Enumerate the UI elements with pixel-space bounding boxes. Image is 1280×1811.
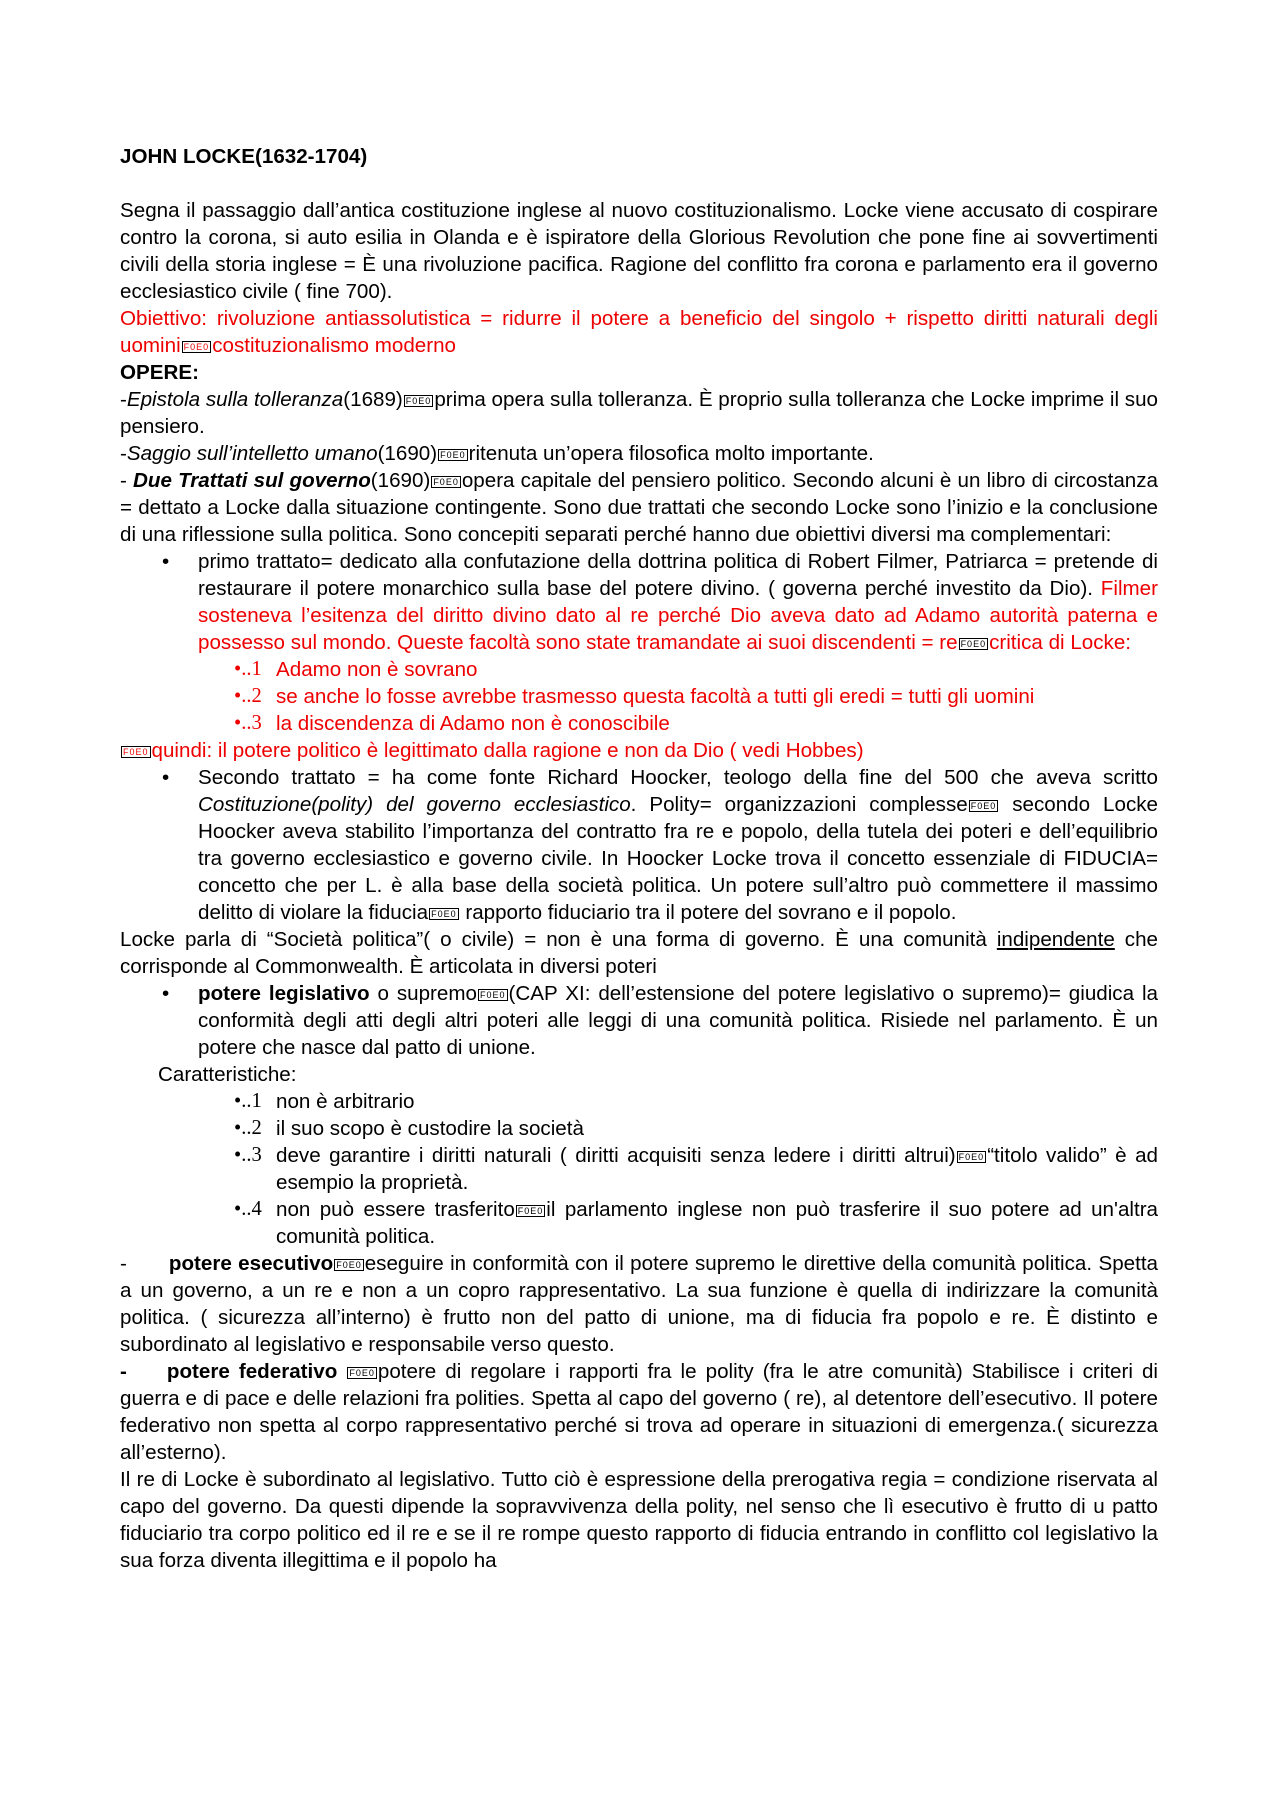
objective-text: Obiettivo: rivoluzione antiassolutistica = ridurre il potere a beneficio del singolo + rispetto diritti naturali degli uomini [120,307,1158,357]
arrow-glyph-icon: F0E0 [123,747,149,757]
dash: - [120,442,127,465]
societa-text: Locke parla di “Società politica”( o civile) = non è una forma di governo. È una comunità [120,928,997,951]
caratteristiche-label: Caratteristiche: [158,1063,297,1086]
point-text: non può essere trasferito [276,1198,515,1221]
esecutivo-paragraph [120,1250,1158,1358]
dash: - [120,469,134,492]
arrow-glyph-icon: F0E0 [183,342,210,352]
list-item [120,710,1158,737]
point-marker: •..1 [234,658,262,680]
point-marker: •..3 [234,712,262,734]
work-title: Saggio sull’intelletto umano [126,442,378,465]
arrow-glyph-icon: F0E0 [405,396,432,406]
intro-paragraph: Segna il passaggio dall’antica costituzione inglese al nuovo costituzionalismo. Locke viene accusato di cospirare contro la corona, si auto esilia in Olanda e è ispiratore della Glorious Revolution che pone fine ai sovvertimenti civili della storia inglese = È una rivoluzione pacifica. Ragione del conflitto fra corona e parlamento era il governo ecclesiastico civile ( fine 700). [120,199,1158,303]
point-text: non è arbitrario [276,1090,415,1113]
societa-text: che corrisponde al Commonwealth. È articolata in diversi poteri [120,928,1158,978]
list-item [120,1142,1158,1196]
point-text: deve garantire i diritti naturali ( diritti acquisiti senza ledere i diritti altrui) [276,1144,956,1167]
list-item [120,1196,1158,1250]
power-text: eseguire in conformità con il potere supremo le direttive della comunità politica. Spetta a un governo, a un re e non a un copro rappresentativo. La sua funzione è quella di indirizzare la comunità politica. ( sicurezza all’interno) è frutto non del patto di unione, ma di fiducia fra popolo e re. È distinto e subordinato al legislativo e responsabile verso questo. [120,1252,1158,1356]
power-text: (CAP XI: dell’estensione del potere legislativo o supremo)= giudica la conformità degli atti degli altri poteri alle leggi di una comunità politica. Risiede nel parlamento. È un potere che nasce dal patto di unione. [198,982,1158,1059]
caratteristiche-points [120,1088,1158,1250]
arrow-glyph-icon: F0E0 [960,639,987,649]
point-marker: •..3 [234,1144,262,1166]
point-marker: •..2 [234,685,262,707]
treatises-list [120,548,1158,656]
point-marker: •..2 [234,1117,262,1139]
objective-text-end: costituzionalismo moderno [212,334,456,357]
objective-paragraph [120,305,1158,359]
list-item [120,656,1158,683]
work-trattati [120,467,1158,548]
critica-points [120,656,1158,737]
quindi-text: quindi: il potere politico è legittimato dalla ragione e non da Dio ( vedi Hobbes) [151,739,864,762]
list-item [120,683,1158,710]
point-marker: •..4 [234,1198,262,1220]
arrow-glyph-icon: F0E0 [517,1206,544,1216]
list-item [120,1088,1158,1115]
point-text: la discendenza di Adamo non è conoscibile [276,712,670,735]
work-year: (1690) [377,442,438,465]
dash: - [120,1360,127,1383]
arrow-glyph-icon: F0E0 [336,1260,362,1270]
work-saggio [120,440,1158,467]
work-epistola [120,386,1158,440]
section-heading-opere: OPERE: [120,361,199,384]
list-item [120,1115,1158,1142]
point-text: “titolo valido” è ad esempio la proprietà. [276,1144,1158,1194]
secondo-text: . Polity= organizzazioni complesse [630,793,968,816]
point-text: il parlamento inglese non può trasferire il suo potere ad un'altra comunità politica. [276,1198,1159,1248]
arrow-glyph-icon: F0E0 [970,801,997,811]
dash: - [120,388,127,411]
point-text: se anche lo fosse avrebbe trasmesso questa facoltà a tutti gli eredi = tutti gli uomini [276,685,1035,708]
point-text: Adamo non è sovrano [276,658,478,681]
conclusion-paragraph: Il re di Locke è subordinato al legislativo. Tutto ciò è espressione della prerogativa regia = condizione riservata al capo del governo. Da questi dipende la sopravvivenza della polity, nel senso che lì esecutivo è frutto di u patto fiduciario tra corpo politico ed il re e se il re rompe questo rapporto di fiducia entrando in conflitto col legislativo la sua forza diventa illegittima e il popolo ha [120,1468,1158,1572]
point-marker: •..1 [234,1090,262,1112]
work-description: prima opera sulla tolleranza. È proprio sulla tolleranza che Locke imprime il suo pensiero. [120,388,1158,438]
list-item-primo-trattato [120,548,1158,656]
power-text: potere di regolare i rapporti fra le polity (fra le atre comunità) Stabilisce i criteri di guerra e di pace e delle relazioni fra polities. Spetta al capo del governo ( re), al detentore dell’esecutivo. Il potere federativo non spetta al corpo rappresentativo perché si trova ad operare in situazioni di emergenza.( sicurezza all’esterno). [120,1360,1158,1464]
power-label: potere esecutivo [168,1252,334,1275]
list-item-legislativo [120,980,1158,1061]
powers-list [120,980,1158,1061]
arrow-glyph-icon: F0E0 [433,477,459,487]
arrow-glyph-icon: F0E0 [349,1368,375,1378]
primo-text: primo trattato= dedicato alla confutazione della dottrina politica di Robert Filmer, Patriarca = pretende di restaurare il potere monarchico sulla base del potere divino. ( governa perché investito da Dio). [198,550,1158,600]
dash: - [120,1252,127,1275]
point-text: il suo scopo è custodire la società [276,1117,584,1140]
underlined-term: indipendente [996,928,1115,951]
secondo-text: secondo Locke Hoocker aveva stabilito l’importanza del contratto fra re e popolo, della tutela dei poteri e dell’equilibrio tra governo ecclesiastico e governo civile. In Hoocker Locke trova il concetto essenziale di FIDUCIA= concetto che per L. è alla base della società politica. Un potere sull’altro può commettere il massimo delitto di violare la fiducia [198,793,1158,924]
treatises-list-2 [120,764,1158,926]
document-page [120,143,1158,1574]
arrow-glyph-icon: F0E0 [479,990,506,1000]
work-description: opera capitale del pensiero politico. Secondo alcuni è un libro di circostanza = dettato a Locke dalla situazione contingente. Sono due trattati che secondo Locke sono l’inizio e la conclusione di una riflessione sulla politica. Sono concepiti separati perché hanno due obiettivi diversi ma complementari: [120,469,1158,546]
list-item-secondo-trattato [120,764,1158,926]
power-text: o supremo [369,982,477,1005]
work-title: Costituzione(polity) del governo ecclesiastico [198,793,631,816]
federativo-paragraph [120,1358,1158,1466]
work-title: Due Trattati sul governo [133,469,371,492]
arrow-glyph-icon: F0E0 [431,909,457,919]
societa-paragraph [120,926,1158,980]
secondo-text: rapporto fiduciario tra il potere del sovrano e il popolo. [465,901,957,924]
power-label: potere legislativo [198,982,370,1005]
power-label: potere federativo [166,1360,338,1383]
work-year: (1690) [370,469,431,492]
work-year: (1689) [343,388,403,411]
arrow-glyph-icon: F0E0 [440,450,466,460]
secondo-text: Secondo trattato = ha come fonte Richard Hoocker, teologo della fine del 500 che aveva scritto [198,766,1158,789]
work-description: ritenuta un’opera filosofica molto importante. [468,442,874,465]
critica-label: critica di Locke: [989,631,1132,654]
page-title: JOHN LOCKE(1632-1704) [120,145,368,168]
filmer-text: Filmer sosteneva l’esitenza del diritto divino dato al re perché Dio aveva dato ad Adamo autorità paterna e possesso sul mondo. Queste facoltà sono state tramandate ai suoi discendenti = re [198,577,1158,654]
quindi-paragraph [120,737,1158,764]
work-title: Epistola sulla tolleranza [126,388,344,411]
arrow-glyph-icon: F0E0 [958,1152,985,1162]
